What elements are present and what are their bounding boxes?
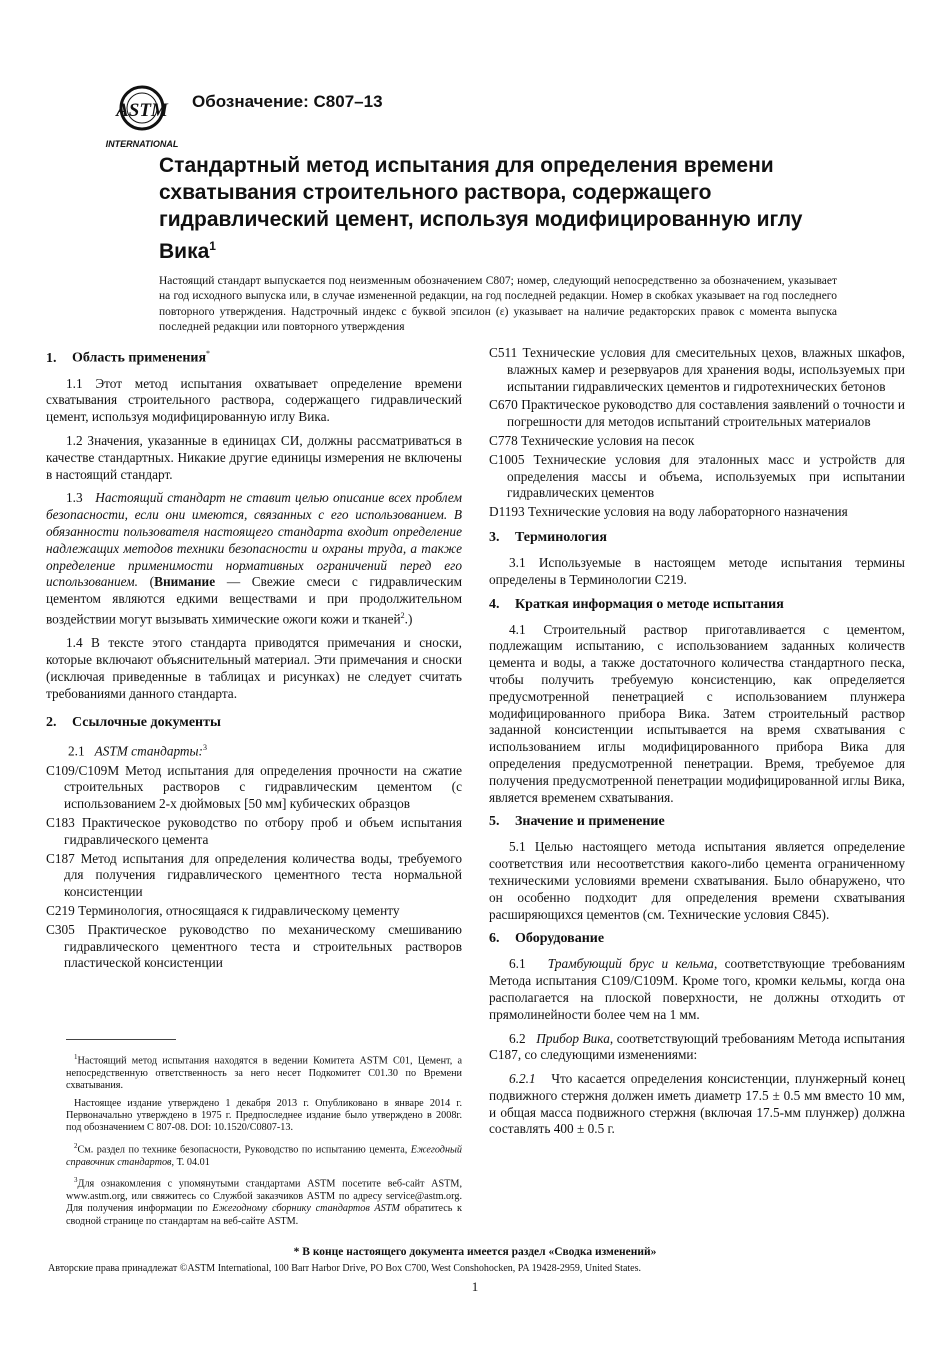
reference-d1193: D1193 Технические условия на воду лабораторного назначения xyxy=(489,504,848,520)
section-5-heading: 5. Значение и применение xyxy=(489,814,665,830)
section-4-heading: 4. Краткая информация о методе испытания xyxy=(489,596,784,612)
astm-logo xyxy=(104,84,188,152)
section-6-heading: 6. Оборудование xyxy=(489,931,605,947)
reference-c219: C219 Терминология, относящаяся к гидравлическому цементу xyxy=(46,903,400,919)
section-2-heading: 2. Ссылочные документы xyxy=(46,715,221,731)
footnote-2: $^2$См. раздел по технике безопасности, Руководство по испытанию цемента, Ежегодный справочник стандартов, Т. 04.01 xyxy=(66,1141,462,1168)
footnote-1: $^1$Настоящий метод испытания находятся в ведении Комитета ASTM C01, Цемент, а непосредственную ответственность за него несет Подкомитет C01.30 по Времени схватывания. xyxy=(66,1053,462,1092)
copyright-line: Авторские права принадлежат ©ASTM International, 100 Barr Harbor Drive, PO Box C700, West Conshohocken, PA 19428-2959, United States. xyxy=(48,1263,642,1274)
document-title xyxy=(159,152,849,265)
page-number: 1 xyxy=(471,1279,479,1294)
paragraph-1-2: 1.2 Значения, указанные в единицах СИ, должны рассматриваться в качестве стандартных. Никакие другие единицы измерения не включены в настоящий стандарт. xyxy=(46,433,462,482)
paragraph-3-1: 3.1 Используемые в настоящем методе испытания термины определены в Терминологии C219. xyxy=(489,554,905,587)
paragraph-4-1: 4.1 Строительный раствор приготавливается с цементом, подлежащим испытанию, с использованием заданных количеств цемента и воды, а также достаточного количества стандартного песка, чтобы получить требуемую консистенцию, как определяется предусмотренной пенетрацией с использованием плунжера модифицированного прибора Вика. Затем строительный раствор заданной консистенции испытывается на время схватывания с использованием иглы модифицированного прибора Вика для определения предусмотренной пенетрации. Время, требуемое для получения предусмотренной пенетрации модифицированной иглы Вика, является временем схватывания. xyxy=(489,621,905,805)
reference-c670: C670 Практическое руководство для составления заявлений о точности и погрешности для методов испытаний строительных материалов xyxy=(489,397,905,430)
paragraph-1-1: 1.1 Этот метод испытания охватывает определение времени схватывания строительного раствора, содержащего гидравлический цемент, используя модифицированную иглу Вика. xyxy=(46,375,462,425)
footnote-divider xyxy=(66,1039,176,1040)
title-text: Стандартный метод испытания для определения времени схватывания строительного раствора, содержащего гидравлический цемент, используя модифицированную иглу Вика xyxy=(159,154,803,263)
summary-of-changes-note: * В конце настоящего документа имеется раздел «Сводка изменений» xyxy=(293,1246,657,1258)
footnotes xyxy=(66,1051,462,1233)
right-column xyxy=(489,345,905,1145)
paragraph-6-1: 6.1 Трамбующий брус и кельма, соответствующие требованиям Метода испытания C109/C109M. Кроме того, кромки кельмы, когда она располагается на плоской поверхности, не должны отходить от прямолинейности более чем на 1 мм. xyxy=(489,956,906,1022)
reference-c187: C187 Метод испытания для определения количества воды, требуемого для получения гидравлического цементного теста нормальной консистенции xyxy=(46,850,462,900)
paragraph-1-3: 1.3 Настоящий стандарт не ставит целью описание всех проблем безопасности, если они имеются, связанных с его использованием. В обязанности пользователя настоящего стандарта входит определение надлежащих методов техники безопасности и охраны труда, а также определение применимости нормативных ограничений перед его использованием. (Внимание — Свежие смеси с гидравлическим цементом являются едкими веществами и при продолжительном воздействии могут вызывать химические ожоги кожи и тканей$^2$.) xyxy=(46,490,462,627)
footnote-1-edition: Настоящее издание утверждено 1 декабря 2013 г. Опубликовано в январе 2014 г. Первоначально утверждено в 1975 г. Предпоследнее издание было утверждено в 2008г. под обозначением C 807-08. DOI: 10.1520/C0807-13. xyxy=(66,1097,462,1134)
reference-c778: C778 Технические условия на песок xyxy=(489,432,695,448)
section-3-heading: 3. Терминология xyxy=(489,529,607,545)
reference-c305: C305 Практическое руководство по механическому смешиванию гидравлического цементного теста и строительных растворов пластической консистенции xyxy=(46,921,462,971)
reference-c1005: C1005 Технические условия для эталонных масс и устройств для определения массы и объема, используемых при испытании гидравлических цементов xyxy=(489,451,905,501)
title-footnote-ref[interactable]: 1 xyxy=(209,239,216,253)
reference-c109: C109/C109M Метод испытания для определения прочности на сжатие строительных растворов с гидравлическим цементом (с использованием 2-х дюймовых [50 мм] кубических образцов xyxy=(46,762,462,812)
paragraph-1-4: 1.4 В тексте этого стандарта приводятся примечания и сноски, которые включают объяснительный материал. Эти примечания и сноски (исключая приведенные в таблицах и рисунках) не следует считать требованиями данного стандарта. xyxy=(46,635,462,701)
logo-subtext: INTERNATIONAL xyxy=(105,139,179,149)
paragraph-6-2-1: 6.2.1 Что касается определения консистенции, плунжерный конец подвижного стержня должен иметь диаметр 17.5 ± 0.5 мм вместо 10 мм, и общая масса подвижного стержня (включая 17.5-мм плунжер) должна составлять 400 ± 0.5 г. xyxy=(489,1071,905,1137)
footnote-3: $^3$Для ознакомления с упомянутыми стандартами ASTM посетите веб-сайт ASTM, www.astm.org, или свяжитесь со Службой заказчиков ASTM по адресу service@astm.org. Для получения информации по Ежегодному сборнику стандартов ASTM обратитесь к сводной странице по стандартам на веб-сайте ASTM. xyxy=(66,1176,463,1227)
paragraph-6-2: 6.2 Прибор Вика, соответствующий требованиям Метода испытания C187, со следующими изменениями: xyxy=(489,1030,905,1063)
preface-note: Настоящий стандарт выпускается под неизменным обозначением C807; номер, следующий непосредственно за обозначением, указывает на год исходного выпуска или, в случае измененной редакции, на год последней редакции. Номер в скобках указывает на год последнего повторного утверждения. Надстрочный индекс с буквой эпсилон (ε) указывает на наличие редакторских правок с момента выпуска последней редакции или повторного утверждения xyxy=(159,275,837,333)
reference-c511: C511 Технические условия для смесительных цехов, влажных шкафов, влажных камер и резервуаров для хранения воды, используемых при испытании гидравлических цементов и гидротехнических бетонов xyxy=(489,345,905,394)
left-column xyxy=(46,345,462,974)
designation-label: Обозначение: C807–13 xyxy=(192,92,383,111)
reference-c183: C183 Практическое руководство по отбору проб и объем испытания гидравлического цемента xyxy=(46,815,462,847)
section-1-heading: 1. Область применения* xyxy=(46,349,211,366)
paragraph-2-1: 2.1 ASTM стандарты:$^3$ xyxy=(68,743,207,759)
paragraph-5-1: 5.1 Целью настоящего метода испытания является определение соответствия или несоответствия какого-либо цемента ограниченному техническими условиями времени схватывания. Было обнаружено, что он особенно подходит для определения времени схватывания расширяющихся цементов (см. Технические условия C845). xyxy=(489,839,905,922)
logo-text: ASTM xyxy=(116,100,168,121)
